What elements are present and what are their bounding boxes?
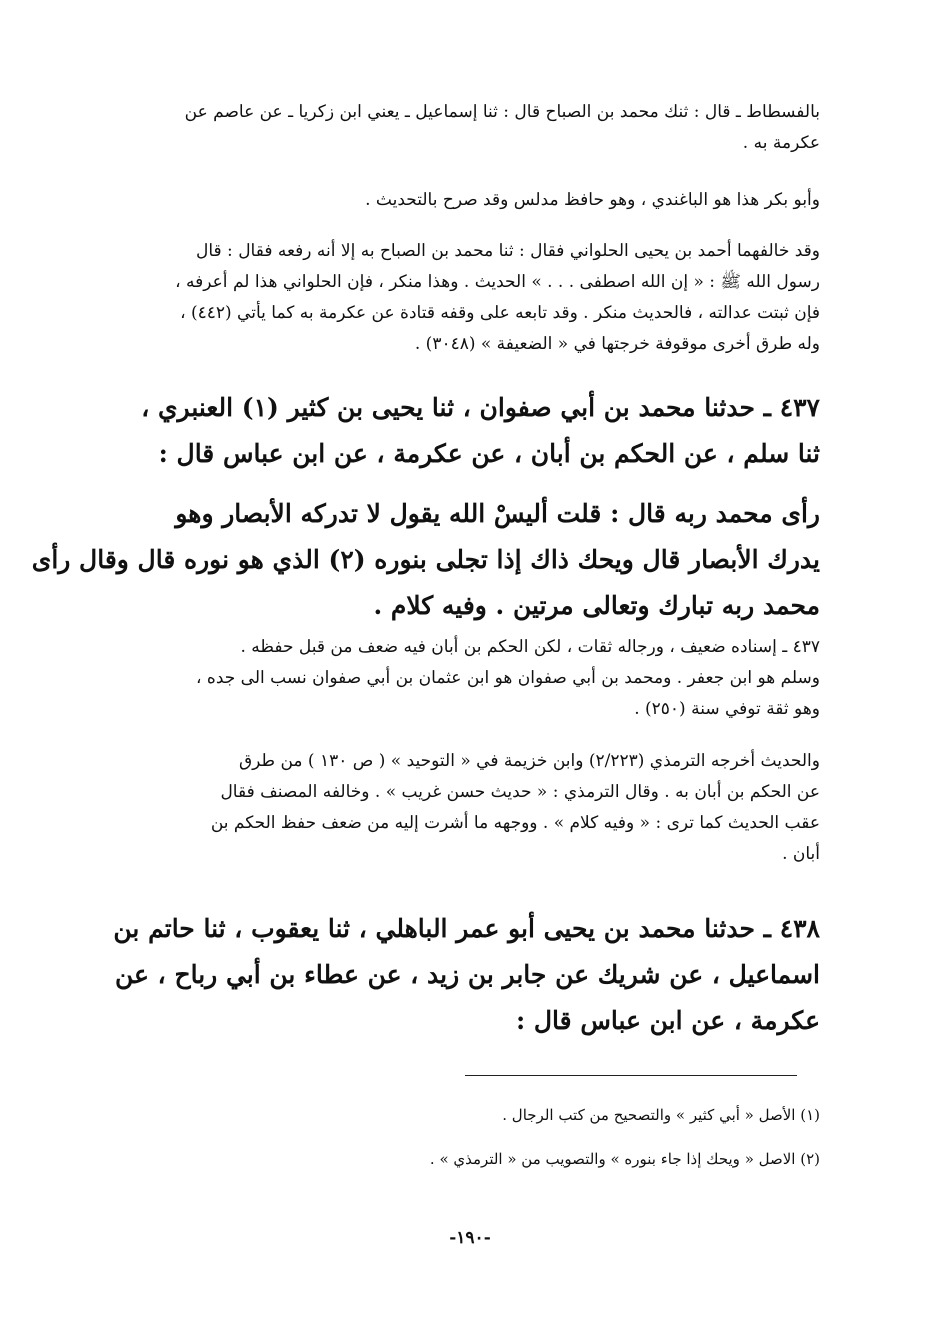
footnote-separator xyxy=(465,1075,797,1076)
hadith-437-matn xyxy=(31,491,820,629)
text-line: ثنا سلم ، عن الحكم بن أبان ، عن عكرمة ، عن ابن عباس قال : xyxy=(158,439,820,468)
paragraph-baghandi-note xyxy=(120,185,820,216)
text-line: والحديث أخرجه الترمذي (٢/٢٢٣) وابن خزيمة في « التوحيد » ( ص ١٣٠ ) من طرق xyxy=(238,751,820,771)
text-line: وقد خالفهما أحمد بن يحيى الحلواني فقال : ثنا محمد بن الصباح به إلا أنه رفعه فقال : قال xyxy=(196,241,820,261)
text-line: عكرمة به . xyxy=(742,133,820,153)
takhrij-437-grading xyxy=(120,632,820,725)
takhrij-437-sources xyxy=(120,746,820,870)
footnote-1: (١) الأصل « أبي كثير » والتصحيح من كتب الرجال . xyxy=(502,1106,820,1124)
text-line: اسماعيل ، عن شريك عن جابر بن زيد ، عن عطاء بن أبي رباح ، عن xyxy=(115,960,820,989)
text-line: ٤٣٧ ـ حدثنا محمد بن أبي صفوان ، ثنا يحيى بن كثير (١) العنبري ، xyxy=(141,393,820,422)
footnotes xyxy=(120,1093,820,1181)
page-number: -١٩٠- xyxy=(449,1228,491,1248)
hadith-438-isnad xyxy=(113,906,820,1044)
text-line: وله طرق أخرى موقوفة خرجتها في « الضعيفة » (٣٠٤٨) . xyxy=(414,334,820,354)
text-line: ٤٣٧ ـ إسناده ضعيف ، ورجاله ثقات ، لكن الحكم بن أبان فيه ضعف من قبل حفظه . xyxy=(240,637,820,657)
text-line: فإن ثبتت عدالته ، فالحديث منكر . وقد تابعه على وقفه قتادة عن عكرمة به كما يأتي (٤٤٢) ، xyxy=(180,303,820,323)
text-line: عقب الحديث كما ترى : « وفيه كلام » . ووجهه ما أشرت إليه من ضعف حفظ الحكم بن xyxy=(210,813,820,833)
text-line: عن الحكم بن أبان به . وقال الترمذي : « حديث حسن غريب » . وخالفه المصنف فقال xyxy=(220,782,820,802)
hadith-437-isnad xyxy=(120,385,820,477)
text-line: يدرك الأبصار قال ويحك ذاك إذا تجلى بنوره (٢) الذي هو نوره قال وقال رأى xyxy=(31,545,820,574)
text-line: بالفسطاط ـ قال : ثنك محمد بن الصباح قال : ثنا إسماعيل ـ يعني ابن زكريا ـ عن عاصم عن xyxy=(184,102,820,122)
text-line: رسول الله ﷺ : « إن الله اصطفى . . . » الحديث . وهذا منكر ، فإن الحلواني هذا لم أعرفه ، xyxy=(175,272,820,292)
paragraph-hulwani-note xyxy=(120,236,820,360)
text-line: وهو ثقة توفي سنة (٢٥٠) . xyxy=(634,699,820,719)
text-line: محمد ربه تبارك وتعالى مرتين . وفيه كلام . xyxy=(373,591,820,620)
footnote-2: (٢) الاصل « ويحك إذا جاء بنوره » والتصويب من « الترمذي » . xyxy=(429,1150,820,1168)
text-line: وسلم هو ابن جعفر . ومحمد بن أبي صفوان هو ابن عثمان بن أبي صفوان نسب الى جده ، xyxy=(196,668,820,688)
paragraph-isnad-continuation xyxy=(120,97,820,159)
text-line: عكرمة ، عن ابن عباس قال : xyxy=(515,1006,820,1035)
text-line: رأى محمد ربه قال : قلت أليسْ الله يقول لا تدركه الأبصار وهو xyxy=(175,499,820,528)
text-line: وأبو بكر هذا هو الباغندي ، وهو حافظ مدلس وقد صرح بالتحديث . xyxy=(365,190,820,210)
text-line: ٤٣٨ ـ حدثنا محمد بن يحيى أبو عمر الباهلي ، ثنا يعقوب ، ثنا حاتم بن xyxy=(113,914,820,943)
text-line: أبان . xyxy=(782,844,820,864)
